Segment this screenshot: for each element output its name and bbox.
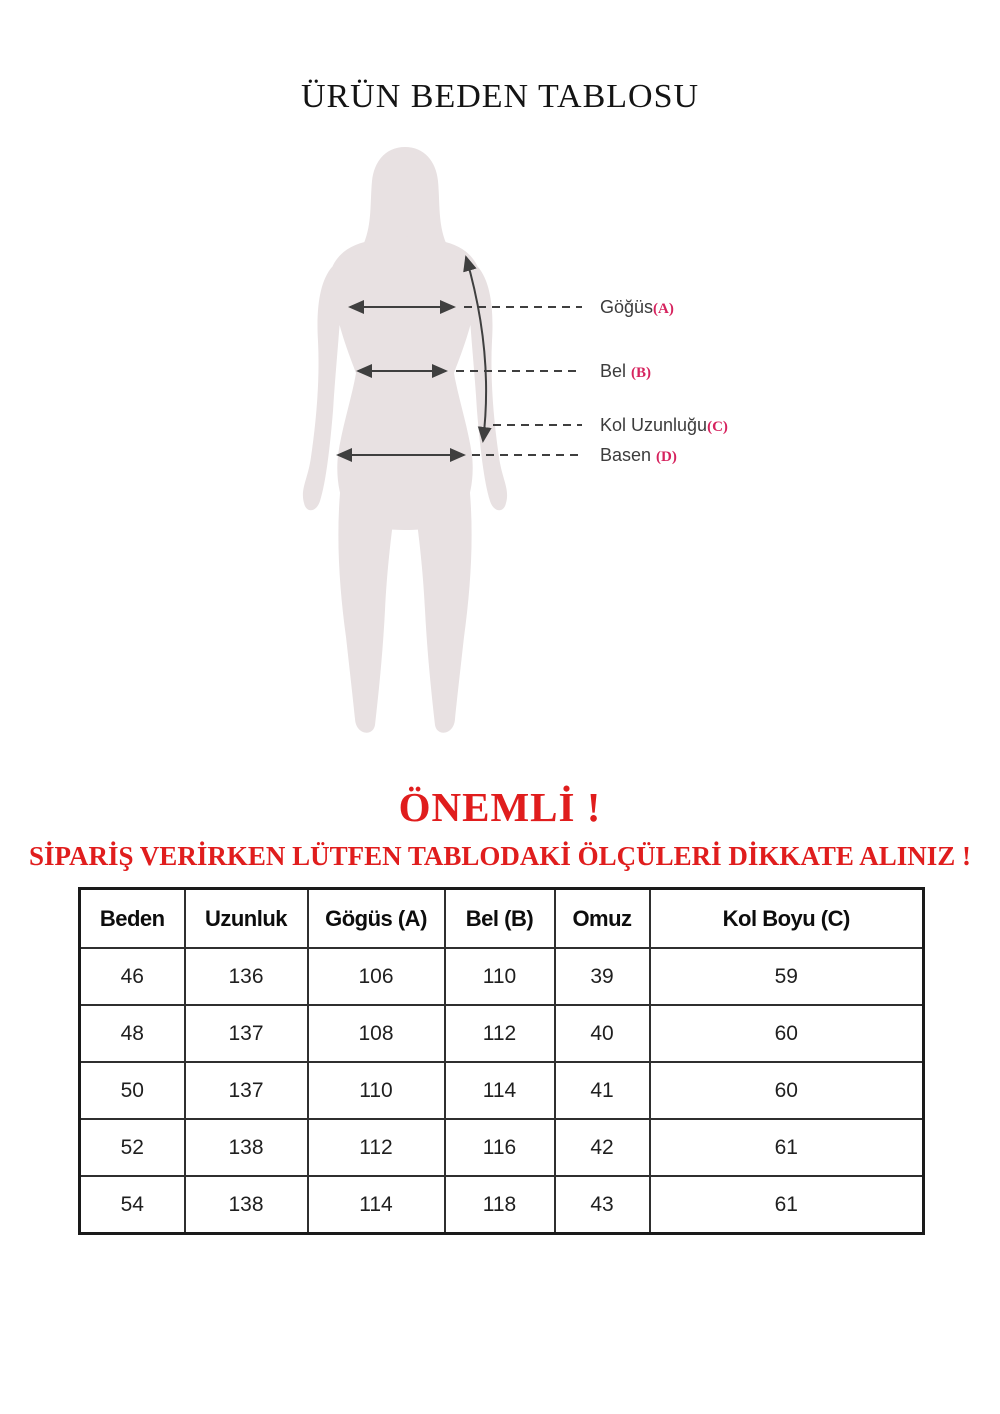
cell: 137 <box>185 1062 308 1119</box>
cell: 114 <box>308 1176 445 1234</box>
label-waist <box>600 360 651 382</box>
cell: 112 <box>308 1119 445 1176</box>
cell: 112 <box>445 1005 555 1062</box>
header-uzunluk: Uzunluk <box>185 889 308 949</box>
header-bel: Bel (B) <box>445 889 555 949</box>
cell: 40 <box>555 1005 650 1062</box>
table-row <box>80 1176 924 1234</box>
size-table-header-row <box>80 889 924 949</box>
table-row <box>80 1119 924 1176</box>
cell: 61 <box>650 1176 924 1234</box>
cell: 110 <box>308 1062 445 1119</box>
body-measurement-diagram <box>280 135 600 755</box>
cell: 54 <box>80 1176 185 1234</box>
cell: 137 <box>185 1005 308 1062</box>
table-row <box>80 1062 924 1119</box>
cell: 114 <box>445 1062 555 1119</box>
cell: 42 <box>555 1119 650 1176</box>
label-arm-length <box>600 414 728 436</box>
cell: 39 <box>555 948 650 1005</box>
cell: 138 <box>185 1176 308 1234</box>
header-kol-boyu: Kol Boyu (C) <box>650 889 924 949</box>
cell: 108 <box>308 1005 445 1062</box>
cell: 116 <box>445 1119 555 1176</box>
cell: 138 <box>185 1119 308 1176</box>
label-chest-text: Göğüs <box>600 297 654 317</box>
page-title: ÜRÜN BEDEN TABLOSU <box>300 78 700 115</box>
cell: 41 <box>555 1062 650 1119</box>
label-hip <box>600 444 677 466</box>
cell: 46 <box>80 948 185 1005</box>
cell: 50 <box>80 1062 185 1119</box>
label-arm-length-marker: (C) <box>707 419 728 435</box>
cell: 60 <box>650 1062 924 1119</box>
label-waist-text: Bel <box>600 361 632 381</box>
cell: 106 <box>308 948 445 1005</box>
cell: 61 <box>650 1119 924 1176</box>
table-row <box>80 948 924 1005</box>
label-hip-marker: (D) <box>656 449 677 465</box>
label-arm-length-text: Kol Uzunluğu <box>600 415 708 435</box>
cell: 60 <box>650 1005 924 1062</box>
label-hip-text: Basen <box>600 445 657 465</box>
label-waist-marker: (B) <box>631 365 652 381</box>
cell: 59 <box>650 948 924 1005</box>
label-chest <box>600 296 674 318</box>
size-table <box>78 887 925 1235</box>
label-chest-marker: (A) <box>653 301 674 317</box>
cell: 43 <box>555 1176 650 1234</box>
female-silhouette-icon <box>303 147 507 733</box>
header-omuz: Omuz <box>555 889 650 949</box>
cell: 48 <box>80 1005 185 1062</box>
cell: 52 <box>80 1119 185 1176</box>
cell: 118 <box>445 1176 555 1234</box>
important-heading: ÖNEMLİ ! <box>398 784 602 830</box>
header-gogus: Gögüs (A) <box>308 889 445 949</box>
header-beden: Beden <box>80 889 185 949</box>
table-row <box>80 1005 924 1062</box>
order-warning-text: SİPARİŞ VERİRKEN LÜTFEN TABLODAKİ ÖLÇÜLERİ DİKKATE ALINIZ ! <box>29 841 971 871</box>
cell: 136 <box>185 948 308 1005</box>
cell: 110 <box>445 948 555 1005</box>
